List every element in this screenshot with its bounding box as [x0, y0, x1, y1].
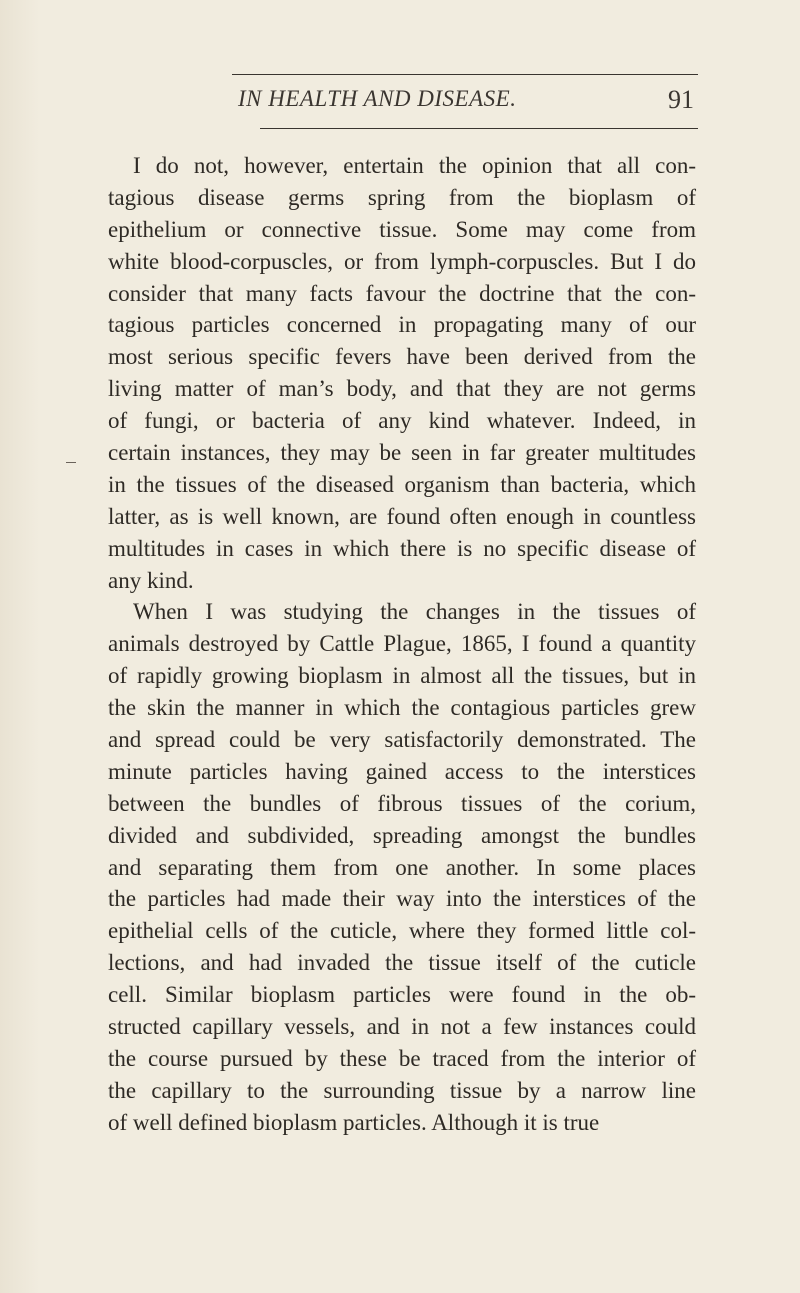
text-line: the capillary to the surrounding tissue by a narrow line: [108, 1077, 696, 1103]
text-line: animals destroyed by Cattle Plague, 1865, I found a quantity: [108, 631, 696, 657]
text-line: cell. Similar bioplasm particles were found in the ob-: [108, 982, 696, 1008]
margin-mark: [66, 462, 76, 463]
text-line: When I was studying the changes in the tissues of: [133, 599, 696, 625]
text-line: white blood-corpuscles, or from lymph-corpuscles. But I do: [108, 248, 696, 274]
text-line: multitudes in cases in which there is no specific disease of: [108, 535, 696, 561]
text-line: minute particles having gained access to the interstices: [108, 758, 696, 784]
text-line: of rapidly growing bioplasm in almost all the tissues, but in: [108, 663, 696, 689]
text-line: any kind.: [108, 567, 194, 593]
text-line: the particles had made their way into the interstices of the: [108, 886, 696, 912]
text-line: tagious particles concerned in propagating many of our: [108, 312, 696, 338]
text-line: of fungi, or bacteria of any kind whatever. Indeed, in: [108, 408, 696, 434]
page-header: [238, 86, 698, 118]
text-line: the course pursued by these be traced from the interior of: [108, 1045, 696, 1071]
text-line: tagious disease germs spring from the bioplasm of: [108, 184, 696, 210]
text-line: of well defined bioplasm particles. Although it is true: [108, 1109, 600, 1135]
text-line: and spread could be very satisfactorily demonstrated. The: [108, 727, 696, 753]
text-line: the skin the manner in which the contagious particles grew: [108, 695, 696, 721]
page-number: 91: [668, 85, 694, 114]
text-line: between the bundles of fibrous tissues of the corium,: [108, 790, 696, 816]
header-rule-top: [232, 74, 698, 75]
header-rule-bottom: [260, 128, 698, 129]
text-line: living matter of man’s body, and that they are not germs: [108, 376, 696, 402]
text-line: latter, as is well known, are found often enough in countless: [108, 503, 696, 529]
text-line: and separating them from one another. In some places: [108, 854, 696, 880]
text-line: epithelial cells of the cuticle, where they formed little col-: [108, 918, 696, 944]
body-text: [108, 150, 696, 1139]
text-line: structed capillary vessels, and in not a few instances could: [108, 1014, 696, 1040]
text-line: certain instances, they may be seen in far greater multitudes: [108, 440, 696, 466]
text-line: I do not, however, entertain the opinion that all con-: [133, 153, 696, 178]
text-line: most serious specific fevers have been derived from the: [108, 344, 696, 370]
running-head: IN HEALTH AND DISEASE.: [238, 86, 517, 111]
text-line: divided and subdivided, spreading amongst the bundles: [108, 822, 696, 848]
text-line: consider that many facts favour the doctrine that the con-: [108, 280, 696, 306]
text-line: epithelium or connective tissue. Some may come from: [108, 216, 696, 242]
text-line: lections, and had invaded the tissue itself of the cuticle: [108, 950, 696, 976]
text-line: in the tissues of the diseased organism than bacteria, which: [108, 471, 696, 497]
